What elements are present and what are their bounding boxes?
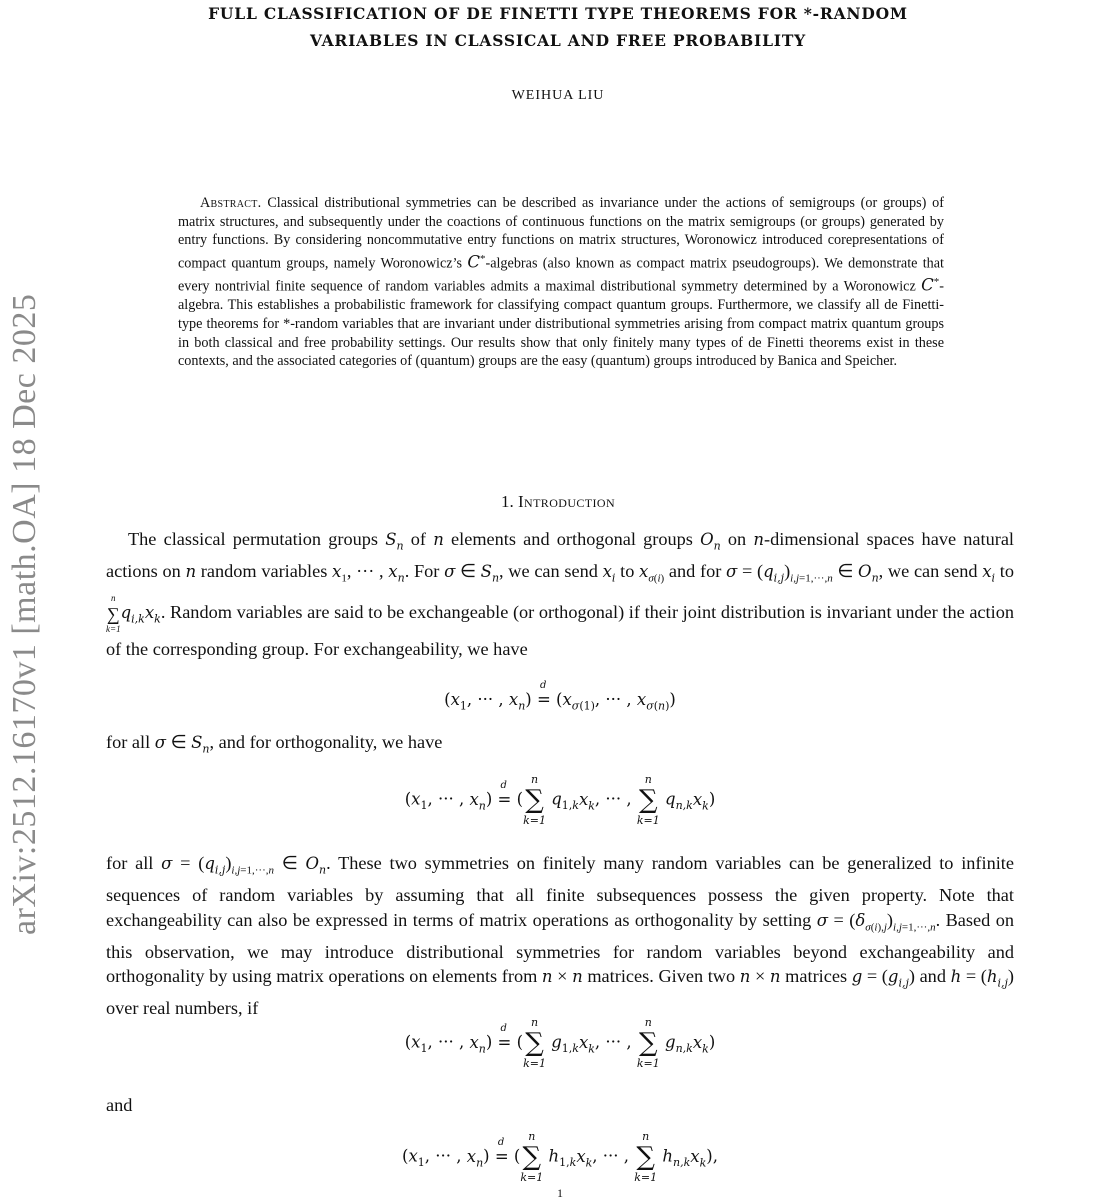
equation-orthogonality: ($x_1$, ··· , $x_n$) = d ( n ∑ k=1 $q_{1,k}x_k$, ··· , n ∑ k=1 $q_{n,k}x_k$)	[404, 773, 716, 827]
abstract: Abstract. Classical distributional symmetries can be described as invariance under the actions of semigroups (or groups) of matrix structures, and subsequently under the coactions of continuous functions on the matrix semigroups (or groups) generated by entry functions. By considering noncommutative entry functions on matrix structures, Woronowicz introduced corepresentations of compact quantum groups, namely Woronowicz’s C*-algebras (also known as compact matrix pseudogroups). We demonstrate that every nontrivial finite sequence of random variables admits a maximal distributional symmetry determined by a Woronowicz C*-algebra. This establishes a probabilistic framework for classifying compact quantum groups. Furthermore, we classify all de Finetti-type theorems for *-random variables that are invariant under distributional symmetries arising from compact matrix quantum groups in both classical and free probability settings. Our results show that only finitely many types of de Finetti theorems exist in these contexts, and the associated categories of (quantum) groups are the easy (quantum) groups introduced by Banica and Speicher.	[178, 195, 944, 370]
abstract-label: Abstract.	[200, 195, 262, 211]
abstract-text-3: -algebra. This establishes a probabilistic framework for classifying compact quantum groups. Furthermore, we classify all de Finetti-type theorems for *-random variables that are invariant under distributional symmetries arising from compact matrix quantum groups in both classical and free probability settings. Our results show that only finitely many types of de Finetti theorems exist in these contexts, and the associated categories of (quantum) groups are the easy (quantum) groups introduced by Banica and Speicher.	[178, 278, 944, 370]
equation-h-invariance: ($x_1$, ··· , $x_n$) = d ( n ∑ k=1 $h_{1,k}x_k$, ··· , n ∑ k=1 $h_{n,k}x_k$),	[402, 1130, 718, 1184]
equation-g-invariance: ($x_1$, ··· , $x_n$) = d ( n ∑ k=1 $g_{1,k}x_k$, ··· , n ∑ k=1 $g_{n,k}x_k$)	[404, 1016, 716, 1070]
title-line-1: FULL CLASSIFICATION OF DE FINETTI TYPE THEOREMS FOR *-RANDOM	[208, 4, 908, 23]
abstract-text-2: -algebras (also known as compact matrix pseudogroups). We demonstrate that every nontrivial finite sequence of random variables admits a maximal distributional symmetry determined by a Woronowicz	[178, 255, 944, 295]
equation-exchangeability: ($x_1$, ··· , $x_n$) = d ($x_{\sigma(1)}$, ··· , $x_{\sigma(n)}$)	[444, 680, 676, 713]
paper-title	[118, 0, 998, 54]
section-heading	[118, 492, 998, 512]
page-number: 1	[557, 1186, 563, 1200]
section-number: 1.	[500, 492, 514, 511]
paper-page: arXiv:2512.16170v1 [math.OA] 18 Dec 2025 FULL CLASSIFICATION OF DE FINETTI TYPE THEOREMS FOR *-RANDOM VARIABLES IN CLASSICAL AND FREE PROBABILITY WEIHUA LIU Abstract. Classical distributional symmetries can be described as invariance under the actions of semigroups (or groups) of matrix structures, and subsequently under the coactions of continuous functions on the matrix semigroups (or groups) generated by entry functions. By considering noncommutative entry functions on matrix structures, Woronowicz introduced corepresentations of compact quantum groups, namely Woronowicz’s C*-algebras (also known as compact matrix pseudogroups). We demonstrate that every nontrivial finite sequence of random variables admits a maximal distributional symmetry determined by a Woronowicz C*-algebra. This establishes a probabilistic framework for classifying compact quantum groups. Furthermore, we classify all de Finetti-type theorems for *-random variables that are invariant under distributional symmetries arising from compact matrix quantum groups in both classical and free probability settings. Our results show that only finitely many types of de Finetti theorems exist in these contexts, and the associated categories of (quantum) groups are the easy (quantum) groups introduced by Banica and Speicher. 1. Introduction The classical permutation groups $S_n$ of n elements and orthogonal groups $O_n$ on n-dimensional spaces have natural actions on n random variables $x_1$, ··· , $x_n$. For σ ∈ $S_n$, we can send $x_i$ to $x_{\sigma(i)}$ and for $\sigma = (q_{i,j})_{i,j=1,\cdot\cdot\cdot,n}$ ∈ $O_n$, we can send $x_i$ to n ∑ k=1 $q_{i,k}x_k$. Random variables are said to be exchangeable (or orthogonal) if their joint distribution is invariant under the action of the corresponding group. For exchangeability, we have ($x_1$, ··· , $x_n$) = d ($x_{\sigma(1)}$, ··· , $x_{\sigma(n)}$) for all σ ∈ $S_n$, and for orthogonality, we have ($x_1$, ··· , $x_n$) = d ( n ∑ k=1 $q_{1,k}x_k$, ··· , n ∑ k=1 $q_{n,k}x_k$) for all $\sigma = (q_{i,j})_{i,j=1,\cdot\cdot\cdot,n}$ ∈ $O_n$. These two symmetries on finitely many random variables can be generalized to infinite sequences of random variables by assuming that all finite subsequences possess the given property. Note that exchangeability can also be expressed in terms of matrix operations as orthogonality by setting $\sigma = (\delta_{\sigma(i),j})_{i,j=1,\cdot\cdot\cdot,n}$. Based on this observation, we may introduce distributional symmetries for random variables beyond exchangeability and orthogonality by using matrix operations on elements from n × n matrices. Given two n × n matrices $g = (g_{i,j})$ and $h = (h_{i,j})$ over real numbers, if ($x_1$, ··· , $x_n$) = d ( n ∑ k=1 $g_{1,k}x_k$, ··· , n ∑ k=1 $g_{n,k}x_k$) and ($x_1$, ··· , $x_n$) = d ( n ∑ k=1 $h_{1,k}x_k$, ··· , n ∑ k=1 $h_{n,k}x_k$), 1	[0, 0, 1012, 1200]
abstract-text-1: Classical distributional symmetries can be described as invariance under the actions of semigroups (or groups) of matrix structures, and subsequently under the coactions of continuous functions on the matrix semigroups (or groups) generated by entry functions. By considering noncommutative entry functions on matrix structures, Woronowicz introduced corepresentations of compact quantum groups, namely Woronowicz’s	[178, 195, 944, 272]
intro-paragraph-4: and	[106, 1095, 133, 1115]
author: WEIHUA LIU	[511, 88, 605, 103]
section-title: Introduction	[517, 492, 616, 511]
title-line-2: VARIABLES IN CLASSICAL AND FREE PROBABILITY	[309, 31, 807, 50]
intro-paragraph-2: for all σ ∈ $S_n$, and for orthogonality, we have	[106, 732, 443, 756]
intro-paragraph-1: The classical permutation groups $S_n$ of n elements and orthogonal groups $O_n$ on n-dimensional spaces have natural actions on n random variables $x_1$, ··· , $x_n$. For σ ∈ $S_n$, we can send $x_i$ to $x_{\sigma(i)}$ and for $\sigma = (q_{i,j})_{i,j=1,\cdot\cdot\cdot,n}$ ∈ $O_n$, we can send $x_i$ to n ∑ k=1 $q_{i,k}x_k$. Random variables are said to be exchangeable (or orthogonal) if their joint distribution is invariant under the action of the corresponding group. For exchangeability, we have	[106, 529, 1015, 659]
intro-paragraph-3: for all $\sigma = (q_{i,j})_{i,j=1,\cdot\cdot\cdot,n}$ ∈ $O_n$. These two symmetries on finitely many random variables can be generalized to infinite sequences of random variables by assuming that all finite subsequences possess the given property. Note that exchangeability can also be expressed in terms of matrix operations as orthogonality by setting $\sigma = (\delta_{\sigma(i),j})_{i,j=1,\cdot\cdot\cdot,n}$. Based on this observation, we may introduce distributional symmetries for random variables beyond exchangeability and orthogonality by using matrix operations on elements from n × n matrices. Given two n × n matrices $g = (g_{i,j})$ and $h = (h_{i,j})$ over real numbers, if	[106, 853, 1015, 1019]
